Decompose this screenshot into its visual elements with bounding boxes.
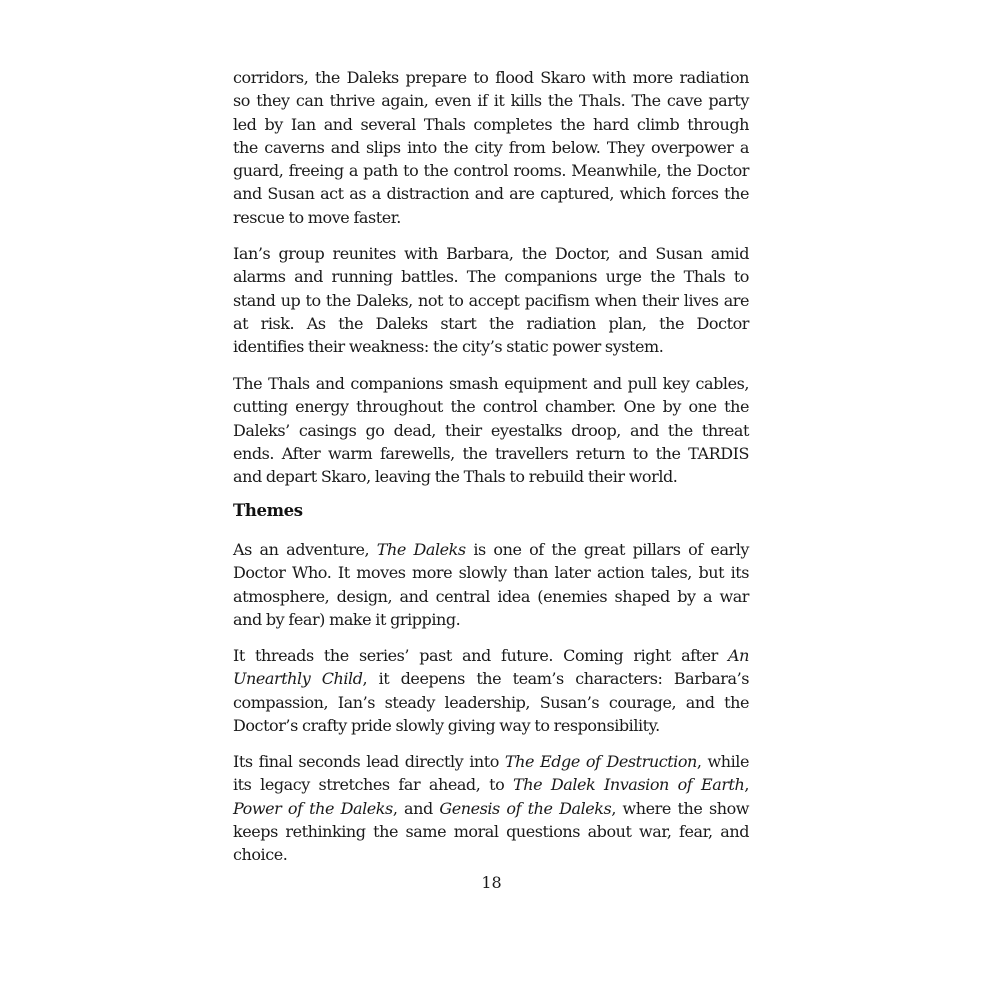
text-run: As an adventure, xyxy=(233,540,377,559)
text-run: Its final seconds lead directly into xyxy=(233,752,505,771)
text-line: and Susan act as a distraction and are captured, which forces the xyxy=(233,184,749,204)
italic-title: Genesis of the Daleks xyxy=(439,798,612,818)
italic-title: The Daleks xyxy=(376,540,466,559)
text-line: identifies their weakness: the city’s static power system. xyxy=(233,337,664,357)
paragraph-reunion xyxy=(233,242,749,358)
text-run: atmosphere, design, and central idea (enemies shaped by a war xyxy=(233,586,749,606)
text-run: is one of the great pillars of early xyxy=(465,540,749,559)
text-line xyxy=(233,691,749,714)
text-line xyxy=(233,608,749,631)
text-run: and by fear) make it gripping. xyxy=(233,609,461,629)
text-line: Ian’s group reunites with Barbara, the Doctor, and Susan amid xyxy=(233,244,749,263)
text-line: the caverns and slips into the city from below. They overpower a xyxy=(233,137,749,157)
text-line: so they can thrive again, even if it kills the Thals. The cave party xyxy=(233,91,749,111)
text-line: rescue to move faster. xyxy=(233,207,401,227)
text-run: , while xyxy=(696,752,749,771)
text-line: The Thals and companions smash equipment and pull key cables, xyxy=(233,374,749,393)
italic-title: An xyxy=(728,646,749,665)
paragraph-legacy xyxy=(233,750,749,866)
text-line: led by Ian and several Thals completes the hard climb through xyxy=(233,114,749,134)
paragraph-adventure xyxy=(233,538,749,631)
paragraph-resolution xyxy=(233,372,749,488)
text-line: cutting energy throughout the control chamber. One by one the xyxy=(233,397,749,417)
text-run: , where the show xyxy=(611,798,749,818)
text-run: , xyxy=(744,775,749,795)
text-line: at risk. As the Daleks start the radiation plan, the Doctor xyxy=(233,313,749,333)
text-run: keeps rethinking the same moral questions about war, fear, and xyxy=(233,821,749,841)
paragraph-series-threads xyxy=(233,644,749,737)
text-line xyxy=(233,585,749,608)
text-run: , it deepens the team’s characters: Barbara’s xyxy=(362,669,749,689)
text-line: guard, freeing a path to the control rooms. Meanwhile, the Doctor xyxy=(233,161,749,181)
text-line: stand up to the Daleks, not to accept pacifism when their lives are xyxy=(233,290,749,310)
text-line: alarms and running battles. The companions urge the Thals to xyxy=(233,267,749,287)
text-line xyxy=(233,667,749,690)
paragraph-radiation-plan xyxy=(233,66,749,229)
text-run: choice. xyxy=(233,845,288,865)
text-line xyxy=(233,750,749,773)
text-line xyxy=(233,644,749,667)
text-line xyxy=(233,538,749,561)
italic-title: Unearthly Child xyxy=(233,669,363,689)
italic-title: The Dalek Invasion of Earth xyxy=(513,775,745,795)
text-run: compassion, Ian’s steady leadership, Susan’s courage, and the xyxy=(233,692,749,712)
text-run: Doctor Who. It moves more slowly than later action tales, but its xyxy=(233,563,749,583)
section-heading-themes: Themes xyxy=(233,501,303,520)
text-run: its legacy stretches far ahead, to xyxy=(233,775,514,795)
text-line: ends. After warm farewells, the travellers return to the TARDIS xyxy=(233,443,749,463)
italic-title: The Edge of Destruction xyxy=(504,752,697,771)
text-line xyxy=(233,714,749,737)
text-line xyxy=(233,797,749,820)
text-line: Daleks’ casings go dead, their eyestalks droop, and the threat xyxy=(233,420,749,440)
page-number: 18 xyxy=(481,873,502,892)
italic-title: Power of the Daleks xyxy=(233,798,393,818)
text-line xyxy=(233,843,749,866)
text-line: and depart Skaro, leaving the Thals to rebuild their world. xyxy=(233,467,678,487)
text-line: corridors, the Daleks prepare to flood Skaro with more radiation xyxy=(233,68,749,87)
text-line xyxy=(233,561,749,584)
text-line xyxy=(233,773,749,796)
text-run: , and xyxy=(392,798,440,818)
text-run: Doctor’s crafty pride slowly giving way to responsibility. xyxy=(233,715,660,735)
text-run: It threads the series’ past and future. Coming right after xyxy=(233,646,729,665)
text-line xyxy=(233,820,749,843)
